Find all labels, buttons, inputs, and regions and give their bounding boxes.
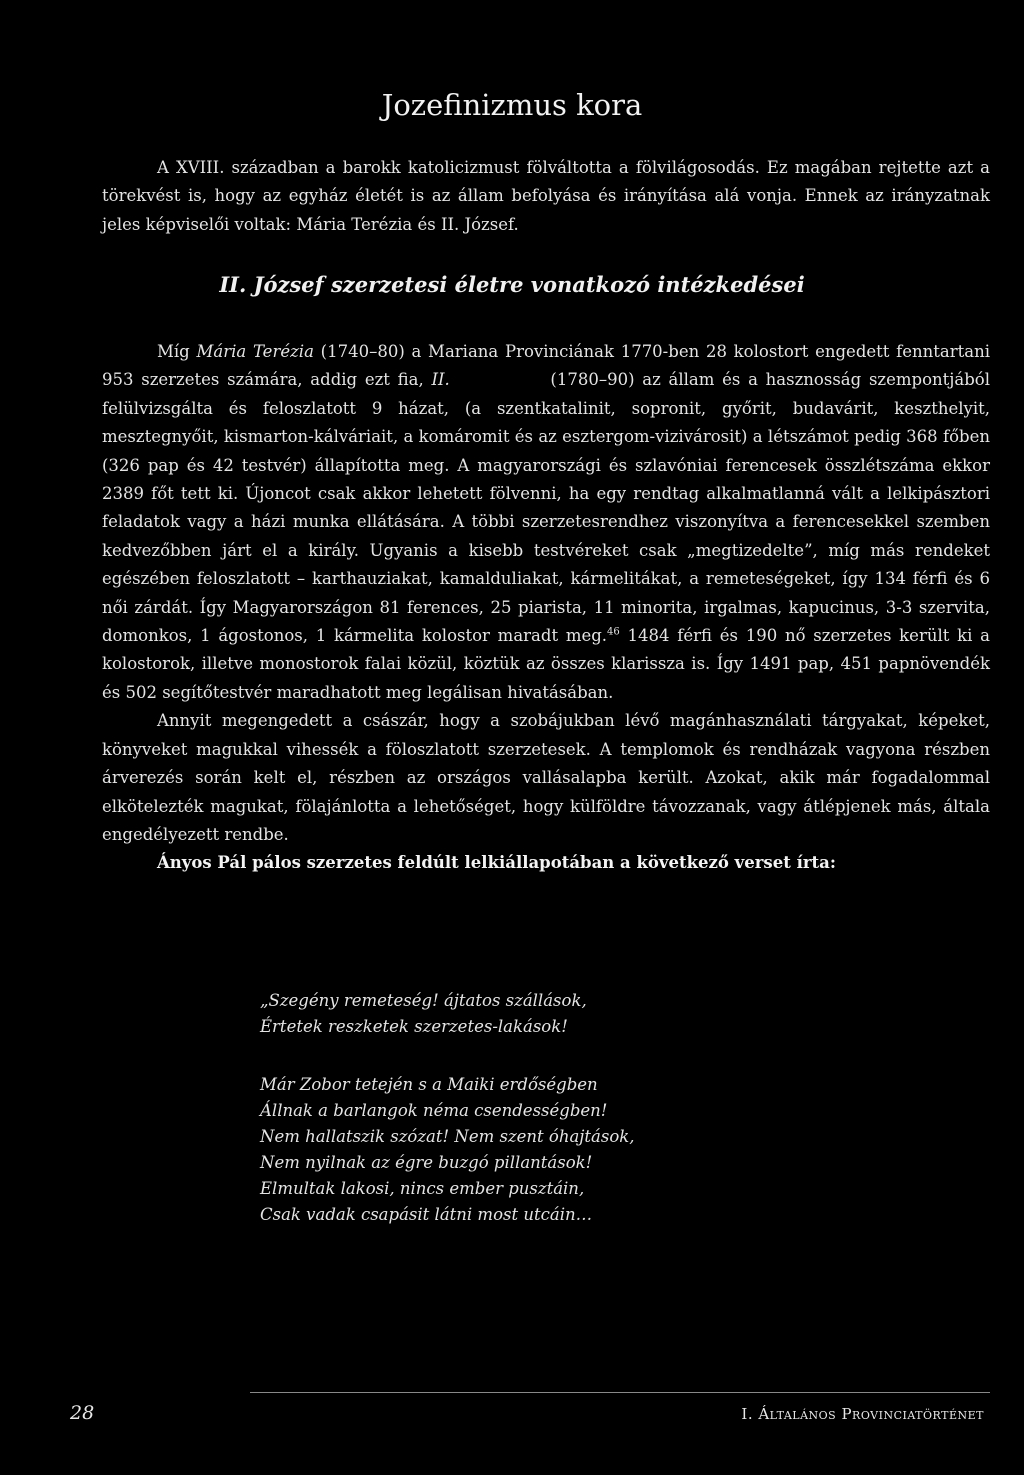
poem-line: Állnak a barlangok néma csendességben! (260, 1101, 608, 1120)
intro-paragraph (102, 154, 990, 239)
main-text (102, 338, 990, 707)
poem-line: Nem hallatszik szózat! Nem szent óhajtások, (260, 1127, 635, 1146)
poem-line: Nem nyilnak az égre buzgó pillantások! (260, 1153, 593, 1172)
poem-line: Csak vadak csapásit látni most utcáin… (260, 1205, 593, 1224)
running-head: I. Általános Provinciatörténet (741, 1405, 984, 1423)
page-number: 28 (70, 1402, 95, 1424)
footnote-marker: 46 (607, 626, 620, 638)
poem-line: „Szegény remeteség! ájtatos szállások, (260, 991, 587, 1010)
poem-intro: Ányos Pál pálos szerzetes feldúlt lelkiállapotában a következő verset írta: (157, 853, 836, 873)
footer-divider (250, 1392, 990, 1393)
main-text-italic-2: II. (431, 370, 450, 390)
main-text-part-3: (1780–90) az állam és a hasznosság szempontjából felülvizsgálta és feloszlatott 9 házat, (a szentkatalinit, sopronit, győrit, budavárit, keszthelyit, mesztegnyőit, kismarton-kálváriait, a komáromit és az esztergom-vizivárosit) a létszámot pedig 368 főben (326 pap és 42 testvér) állapította meg. A magyarországi és szlavóniai ferencesek összlétszáma ekkor 2389 főt tett ki. Újoncot csak akkor lehetett fölvenni, ha egy rendtag alkalmatlanná vált a lelkipásztori feladatok vagy a házi munka ellátására. A többi szerzetesrendhez viszonyítva a ferencesekkel szemben kedvezőbben járt el a király. Ugyanis a kisebb testvéreket csak „megtizedelte”, míg más rendeket egészében feloszlatott – karthauziakat, kamalduliakat, kármelitákat, a remeteségeket, így 134 férfi és 6 női zárdát. Így Magyarországon 81 ferences, 25 piarista, 11 minorita, irgalmas, kapucinus, 3-3 szervita, domonkos, 1 ágostonos, 1 kármelita kolostor maradt meg. (102, 370, 990, 646)
main-text-part-4: 1484 férfi és 190 nő szerzetes került ki a kolostorok, illetve monostorok falai közül, köztük az összes klarissza is. Így 1491 pap, 451 papnövendék és 502 segítőtestvér maradhatott meg legálisan hivatásában. (102, 626, 990, 702)
poem-line: Elmultak lakosi, nincs ember pusztáin, (260, 1179, 585, 1198)
page-title: Jozefinizmus kora (381, 88, 643, 122)
poem-stanza-1 (260, 988, 820, 1040)
main-text-part-2: (1740–80) a Mariana Provinciának 1770-ben 28 kolostort engedett fenntartani 953 szerzetes számára, addig ezt fia, (102, 342, 990, 390)
main-text-italic-1: Mária Terézia (196, 342, 314, 361)
poem-line: Már Zobor tetején s a Maiki erdőségben (260, 1075, 598, 1094)
poem-line: Értetek reszketek szerzetes-lakások! (260, 1017, 568, 1036)
intro-text: A XVIII. században a barokk katolicizmust fölváltotta a fölvilágosodás. Ez magában rejtette azt a törekvést is, hogy az egyház életét is az állam befolyása és irányítása alá vonja. Ennek az irányzatnak jeles képviselői voltak: Mária Terézia és II. József. (102, 158, 990, 234)
poem-stanza-2 (260, 1072, 820, 1228)
main-text-part-1: Míg (157, 342, 197, 361)
main-paragraph (102, 338, 990, 878)
second-paragraph: Annyit megengedett a császár, hogy a szobájukban lévő magánhasználati tárgyakat, képeket, könyveket magukkal vihessék a föloszlatott szerzetesek. A templomok és rendházak vagyona részben árverezés során kelt el, részben az országos vallásalapba került. Azokat, akik már fogadalommal elkötelezték magukat, fölajánlotta a lehetőséget, hogy külföldre távozzanak, vagy átlépjenek más, általa engedélyezett rendbe. (102, 711, 990, 844)
section-subtitle: II. József szerzetesi életre vonatkozó intézkedései (219, 272, 805, 297)
